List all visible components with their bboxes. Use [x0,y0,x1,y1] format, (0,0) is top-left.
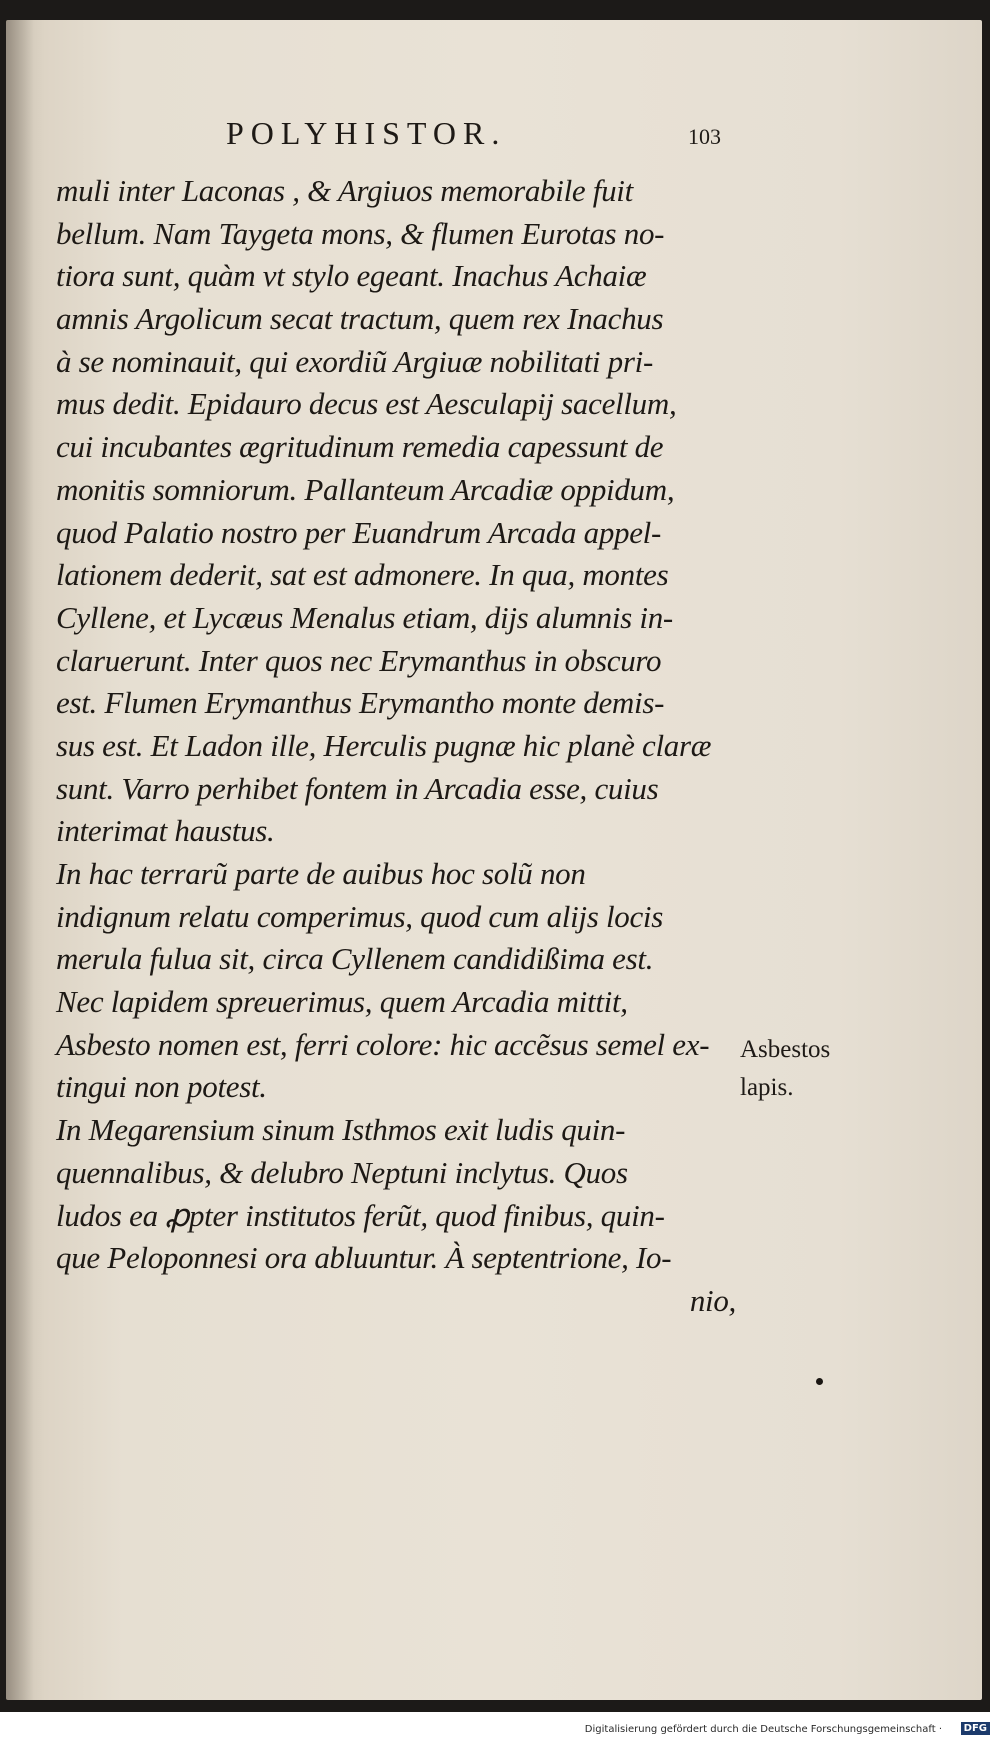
text-line: sunt. Varro perhibet fontem in Arcadia esse, cuius [56,770,659,806]
text-line: cui incubantes ægritudinum remedia capessunt de [56,429,664,465]
text-line: monitis somniorum. Pallanteum Arcadiæ oppidum, [56,471,675,507]
text-line: indignum relatu comperimus, quod cum alijs locis [56,898,663,934]
text-line: sus est. Et Ladon ille, Herculis pugnæ hic planè claræ [56,727,712,763]
text-line: tiora sunt, quàm vt stylo egeant. Inachus Achaiæ [56,258,647,294]
text-line: mus dedit. Epidauro decus est Aesculapij sacellum, [56,386,677,422]
text-line: que Peloponnesi ora abluuntur. À septentrione, Io- [56,1240,672,1276]
text-line: amnis Argolicum secat tractum, quem rex Inachus [56,301,664,337]
margin-note [740,1031,830,1107]
text-line: est. Flumen Erymanthus Erymantho monte demis- [56,685,665,721]
text-line: muli inter Laconas , & Argiuos memorabile fuit [56,173,633,208]
dfg-logo: DFG [961,1722,990,1735]
running-head: POLYHISTOR. [226,115,507,151]
margin-note-line: Asbestos [740,1036,831,1063]
text-line: à se nominauit, qui exordiũ Argiuæ nobilitati pri- [56,343,653,379]
digitization-credit: Digitalisierung gefördert durch die Deutsche Forschungsgemeinschaft · [584,1724,942,1735]
text-line: In Megarensium sinum Isthmos exit ludis quin- [56,1112,626,1148]
page-number: 103 [688,124,721,149]
text-line: bellum. Nam Taygeta mons, & flumen Eurotas no- [56,215,665,251]
text-line: Cyllene, et Lycæus Menalus etiam, dijs alumnis in- [56,599,673,635]
text-line: interimat haustus. [56,813,275,849]
text-line: Asbesto nomen est, ferri colore: hic accẽsus semel ex- [56,1026,710,1062]
catchword: nio, [689,1282,736,1318]
text-line: lationem dederit, sat est admonere. In qua, montes [56,557,669,593]
body-text [56,170,736,1323]
text-line: claruerunt. Inter quos nec Erymanthus in obscuro [56,642,662,678]
text-line: tingui non potest. [56,1069,267,1105]
text-line: In hac terrarũ parte de auibus hoc solũ non [56,856,586,891]
ink-speck [816,1378,823,1385]
text-line: Nec lapidem spreuerimus, quem Arcadia mittit, [56,984,628,1020]
text-line: quennalibus, & delubro Neptuni inclytus. Quos [56,1154,628,1190]
text-line: merula fulua sit, circa Cyllenem candidißima est. [56,941,654,977]
text-line: quod Palatio nostro per Euandrum Arcada appel- [56,514,662,550]
spine-shadow [6,20,34,1700]
margin-note-line: lapis. [740,1074,794,1101]
book-page [6,20,982,1700]
text-line: ludos ea ꝓpter institutos ferũt, quod finibus, quin- [56,1197,665,1233]
